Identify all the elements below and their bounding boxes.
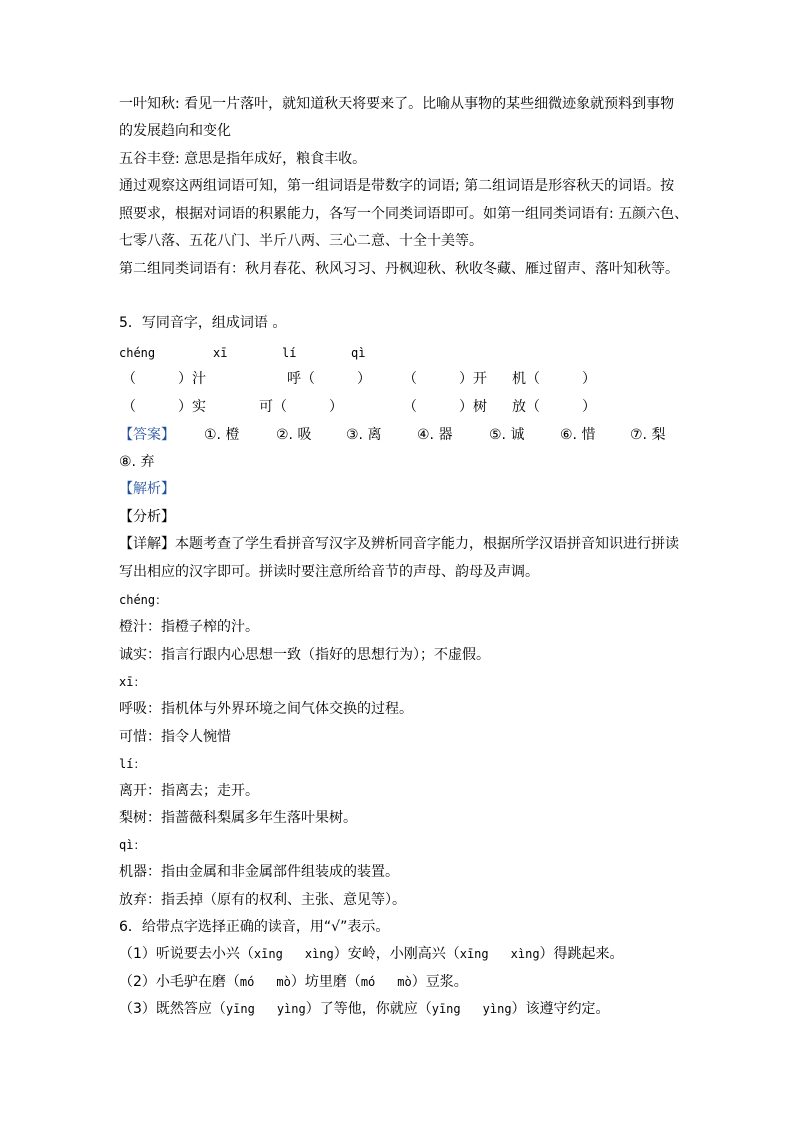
pinyin-heading: qì： bbox=[119, 838, 146, 852]
blank-item: 放（ ） bbox=[512, 399, 596, 415]
sentence-text: ）了等他，你就应（ bbox=[305, 1001, 432, 1017]
sentence-text: ）安岭，小刚高兴（ bbox=[333, 946, 460, 962]
answer-item: ③. 离 bbox=[346, 427, 382, 443]
text-line: 五谷丰登: 意思是指年成好，粮食丰收。 bbox=[119, 151, 367, 167]
detail-text: 本题考查了学生看拼音写汉字及辨析同音字能力，根据所学汉语拼音知识进行拼读 bbox=[175, 536, 679, 552]
answer-item: ⑥. 惜 bbox=[560, 427, 596, 443]
word-explanation: 离开：指离去；走开。 bbox=[119, 783, 259, 799]
pinyin-option: yīng bbox=[431, 1002, 461, 1016]
detail-paragraph bbox=[119, 535, 679, 553]
word-explanation: 机器：指由金属和非金属部件组装成的装置。 bbox=[119, 864, 399, 880]
pinyin-option: mó bbox=[360, 975, 376, 989]
text-line: 第二组同类词语有：秋月春花、秋风习习、丹枫迎秋、秋收冬藏、雁过留声、落叶知秋等。 bbox=[119, 261, 679, 277]
sentence-text: （2）小毛驴在磨（ bbox=[119, 974, 240, 990]
pinyin-label: qì bbox=[351, 346, 366, 360]
answer-item: ⑤. 诚 bbox=[489, 427, 525, 443]
sentence-text: ）豆浆。 bbox=[411, 974, 468, 990]
blank-item: （ ）开 bbox=[403, 371, 487, 387]
pinyin-option: yìng bbox=[482, 1002, 512, 1016]
pinyin-option: xìng bbox=[304, 947, 334, 961]
pinyin-label: chéng bbox=[119, 346, 156, 360]
analysis-tag: 【解析】 bbox=[119, 481, 175, 497]
pinyin-option: xīng bbox=[459, 947, 489, 961]
text-line: 一叶知秋: 看见一片落叶，就知道秋天将要来了。比喻从事物的某些细微迹象就预料到事物 bbox=[119, 96, 675, 112]
pinyin-option: yīng bbox=[225, 1002, 255, 1016]
blank-item: （ ）汁 bbox=[122, 371, 206, 387]
pinyin-heading: chéng： bbox=[119, 593, 168, 607]
pinyin-option: mò bbox=[276, 975, 291, 989]
word-explanation: 放弃：指丢掉（原有的权利、主张、意见等）。 bbox=[119, 892, 406, 908]
detail-tag: 【详解】 bbox=[119, 536, 175, 552]
answer-item: ①. 橙 bbox=[204, 427, 240, 443]
pinyin-heading: xī： bbox=[119, 675, 146, 689]
pinyin-option: mò bbox=[397, 975, 412, 989]
answer-item: ⑦. 梨 bbox=[630, 427, 666, 443]
pinyin-option: xīng bbox=[253, 947, 283, 961]
answer-item: ⑧. 弃 bbox=[119, 454, 155, 470]
pinyin-option: xìng bbox=[510, 947, 540, 961]
question-title: 5．写同音字，组成词语 。 bbox=[119, 315, 287, 331]
analysis-heading: 【分析】 bbox=[119, 509, 175, 525]
text-line: 的发展趋向和变化 bbox=[119, 123, 231, 139]
pinyin-label: lí bbox=[282, 346, 297, 360]
blank-item: 可（ ） bbox=[259, 399, 343, 415]
text-line: 写出相应的汉字即可。拼读时要注意所给音节的声母、韵母及声调。 bbox=[119, 564, 539, 580]
text-line: 七零八落、五花八门、半斤八两、三心二意、十全十美等。 bbox=[119, 233, 483, 249]
pinyin-option: yìng bbox=[276, 1002, 306, 1016]
sentence-text: ）得跳起来。 bbox=[539, 946, 624, 962]
sentence-3 bbox=[119, 1000, 610, 1018]
text-line: 通过观察这两组词语可知，第一组词语是带数字的词语; 第二组词语是形容秋天的词语。按 bbox=[119, 178, 675, 194]
answer-item: ④. 器 bbox=[417, 427, 453, 443]
sentence-text: ）坊里磨（ bbox=[290, 974, 361, 990]
pinyin-label: xī bbox=[213, 346, 228, 360]
word-explanation: 诚实：指言行跟内心思想一致（指好的思想行为）；不虚假。 bbox=[119, 647, 490, 663]
question-title: 6．给带点字选择正确的读音，用“√”表示。 bbox=[119, 919, 390, 935]
word-explanation: 梨树：指蔷薇科梨属多年生落叶果树。 bbox=[119, 810, 357, 826]
pinyin-option: mó bbox=[239, 975, 255, 989]
word-explanation: 呼吸：指机体与外界环境之间气体交换的过程。 bbox=[119, 701, 413, 717]
answer-item: ②. 吸 bbox=[276, 427, 312, 443]
sentence-text: （3）既然答应（ bbox=[119, 1001, 226, 1017]
text-line: 照要求，根据对词语的积累能力，各写一个同类词语即可。如第一组同类词语有: 五颜六色、 bbox=[119, 206, 689, 222]
answer-tag: 【答案】 bbox=[119, 427, 175, 443]
word-explanation: 可惜：指令人惋惜 bbox=[119, 729, 231, 745]
blank-item: 呼（ ） bbox=[287, 371, 371, 387]
blank-item: 机（ ） bbox=[512, 371, 596, 387]
sentence-text: ）该遵守约定。 bbox=[511, 1001, 610, 1017]
sentence-1 bbox=[119, 945, 624, 963]
blank-item: （ ）树 bbox=[403, 399, 487, 415]
pinyin-heading: lí： bbox=[119, 757, 146, 771]
sentence-text: （1）听说要去小兴（ bbox=[119, 946, 254, 962]
word-explanation: 橙汁：指橙子榨的汁。 bbox=[119, 619, 259, 635]
blank-item: （ ）实 bbox=[122, 399, 206, 415]
sentence-2 bbox=[119, 973, 468, 991]
